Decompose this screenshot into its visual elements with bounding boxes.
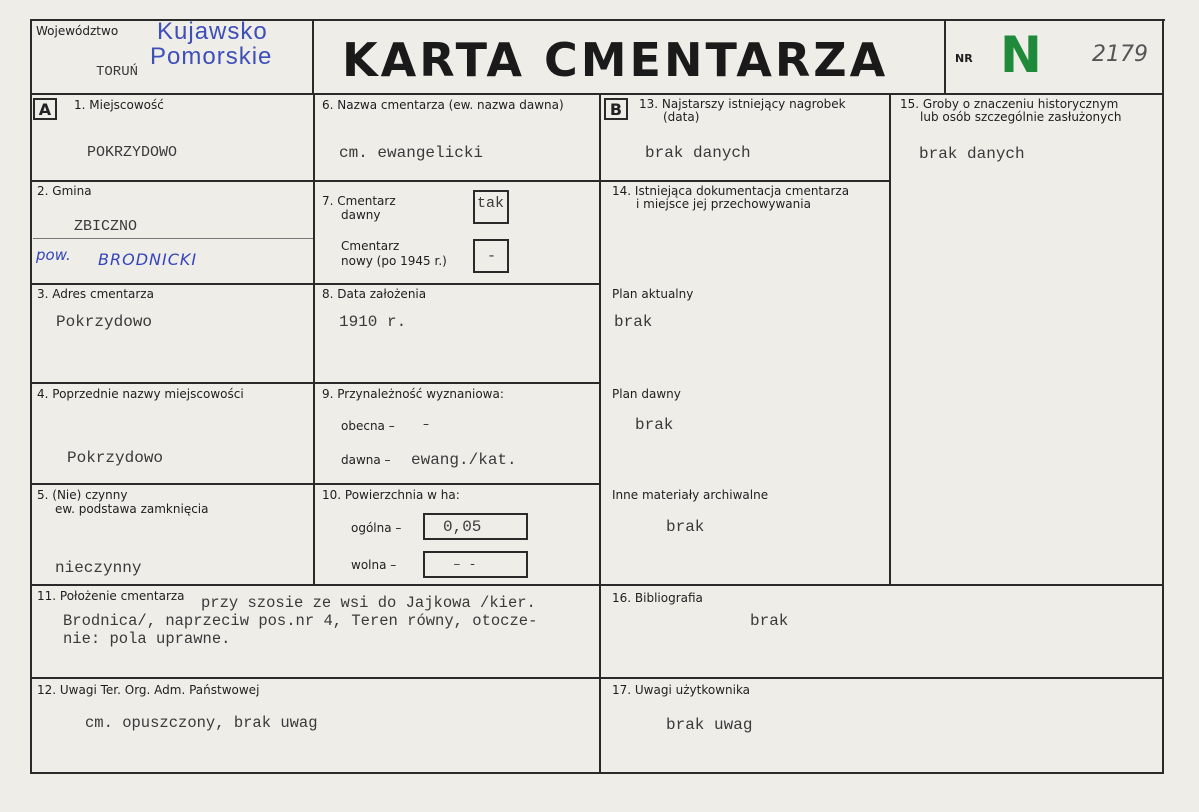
wojewodztwo-label: Województwo [36,24,119,38]
section-b-marker: B [604,98,628,120]
f13-label-line1: 13. Najstarszy istniejący nagrobek [639,97,846,111]
header-divider-2 [944,19,946,93]
frame-left-line [30,19,32,774]
f7-nowy-line2: nowy (po 1945 r.) [341,254,447,268]
section-a-marker: A [33,98,57,120]
f3-label: 3. Adres cmentarza [37,287,154,301]
plan-dawny-value: brak [635,416,674,434]
row-line-3 [30,382,601,384]
f6-value: cm. ewangelicki [339,144,484,162]
col-divider-1 [313,93,315,585]
f7-nowy-value: - [487,248,497,265]
row-line-6 [30,677,1164,679]
gmina-underline [33,238,313,239]
f10-label: 10. Powierzchnia w ha: [322,488,460,502]
f3-value: Pokrzydowo [56,313,153,331]
f14-label-line1: 14. Istniejąca dokumentacja cmentarza [612,184,850,198]
stamp-line2: Pomorskie [150,43,273,70]
col-divider-2 [599,93,601,772]
f11-line2: Brodnica/, naprzeciw pos.nr 4, Teren równy, otocze- [63,612,538,630]
f2-label: 2. Gmina [37,184,92,198]
f10-wolna-value: – - [453,557,477,572]
f15-value: brak danych [919,145,1025,163]
header-bottom-line [30,93,1164,95]
f2-hand-prefix: pow. [36,246,71,264]
stamp-line1: Kujawsko [157,18,268,45]
f7-dawny-box [473,190,509,224]
typed-city: TORUŃ [96,64,139,80]
inne-label: Inne materiały archiwalne [612,488,769,502]
f13-value: brak danych [645,144,751,162]
f11-line3: nie: pola uprawne. [63,630,231,648]
f9-obecna-label: obecna – [341,419,395,433]
f8-label: 8. Data założenia [322,287,427,301]
f14-label-line2: i miejsce jej przechowywania [636,197,811,211]
f9-label: 9. Przynależność wyznaniowa: [322,387,504,401]
f8-value: 1910 r. [339,313,407,331]
f9-dawna-label: dawna – [341,453,391,467]
f15-label-line1: 15. Groby o znaczeniu historycznym [900,97,1119,111]
row-line-1 [30,180,890,182]
f12-label: 12. Uwagi Ter. Org. Adm. Państwowej [37,683,260,697]
f10-ogolna-value: 0,05 [443,518,482,536]
f2-value: ZBICZNO [74,218,138,235]
frame-right-line [1162,19,1164,774]
f16-value: brak [750,612,789,630]
f2-hand-value: BRODNICKI [98,250,198,269]
row-line-5 [30,584,1164,586]
f13-label-line2: (data) [663,110,700,124]
f7-nowy-box [473,239,509,273]
f7-label-line1: 7. Cmentarz [322,194,396,208]
f10-wolna-label: wolna – [351,558,397,572]
page-title: KARTA CMENTARZA [342,33,889,87]
f5-value: nieczynny [55,559,142,577]
f7-dawny-value: tak [477,195,505,212]
frame-bottom-line [30,772,1164,774]
f15-label-line2: lub osób szczególnie zasłużonych [920,110,1122,124]
f9-obecna-value: – [423,417,429,431]
nr-letter: N [1000,26,1042,84]
f17-value: brak uwag [666,716,753,734]
f7-nowy-line1: Cmentarz [341,239,400,253]
f4-value: Pokrzydowo [67,449,164,467]
plan-aktualny-label: Plan aktualny [612,287,694,301]
header-divider-1 [312,19,314,93]
f12-value: cm. opuszczony, brak uwag [85,714,318,732]
plan-aktualny-value: brak [614,313,653,331]
f10-ogolna-label: ogólna – [351,521,402,535]
f1-label: 1. Miejscowość [74,98,164,112]
plan-dawny-label: Plan dawny [612,387,681,401]
nr-number: 2179 [1092,42,1148,67]
f9-dawna-value: ewang./kat. [411,451,517,469]
row-line-4 [30,483,601,485]
f7-label-line2: dawny [341,208,381,222]
f1-value: POKRZYDOWO [87,144,178,161]
f11-line1: przy szosie ze wsi do Jajkowa /kier. [201,594,536,612]
f16-label: 16. Bibliografia [612,591,703,605]
f6-label: 6. Nazwa cmentarza (ew. nazwa dawna) [322,98,564,112]
f10-ogolna-box [423,513,528,540]
inne-value: brak [666,518,705,536]
f11-label: 11. Położenie cmentarza [37,589,185,603]
f4-label: 4. Poprzednie nazwy miejscowości [37,387,244,401]
f5-label-line2: ew. podstawa zamknięcia [55,502,209,516]
f10-wolna-box [423,551,528,578]
row-line-2 [30,283,601,285]
col-divider-3 [889,93,891,585]
f17-label: 17. Uwagi użytkownika [612,683,751,697]
f5-label-line1: 5. (Nie) czynny [37,488,128,502]
nr-label: NR [955,52,973,65]
